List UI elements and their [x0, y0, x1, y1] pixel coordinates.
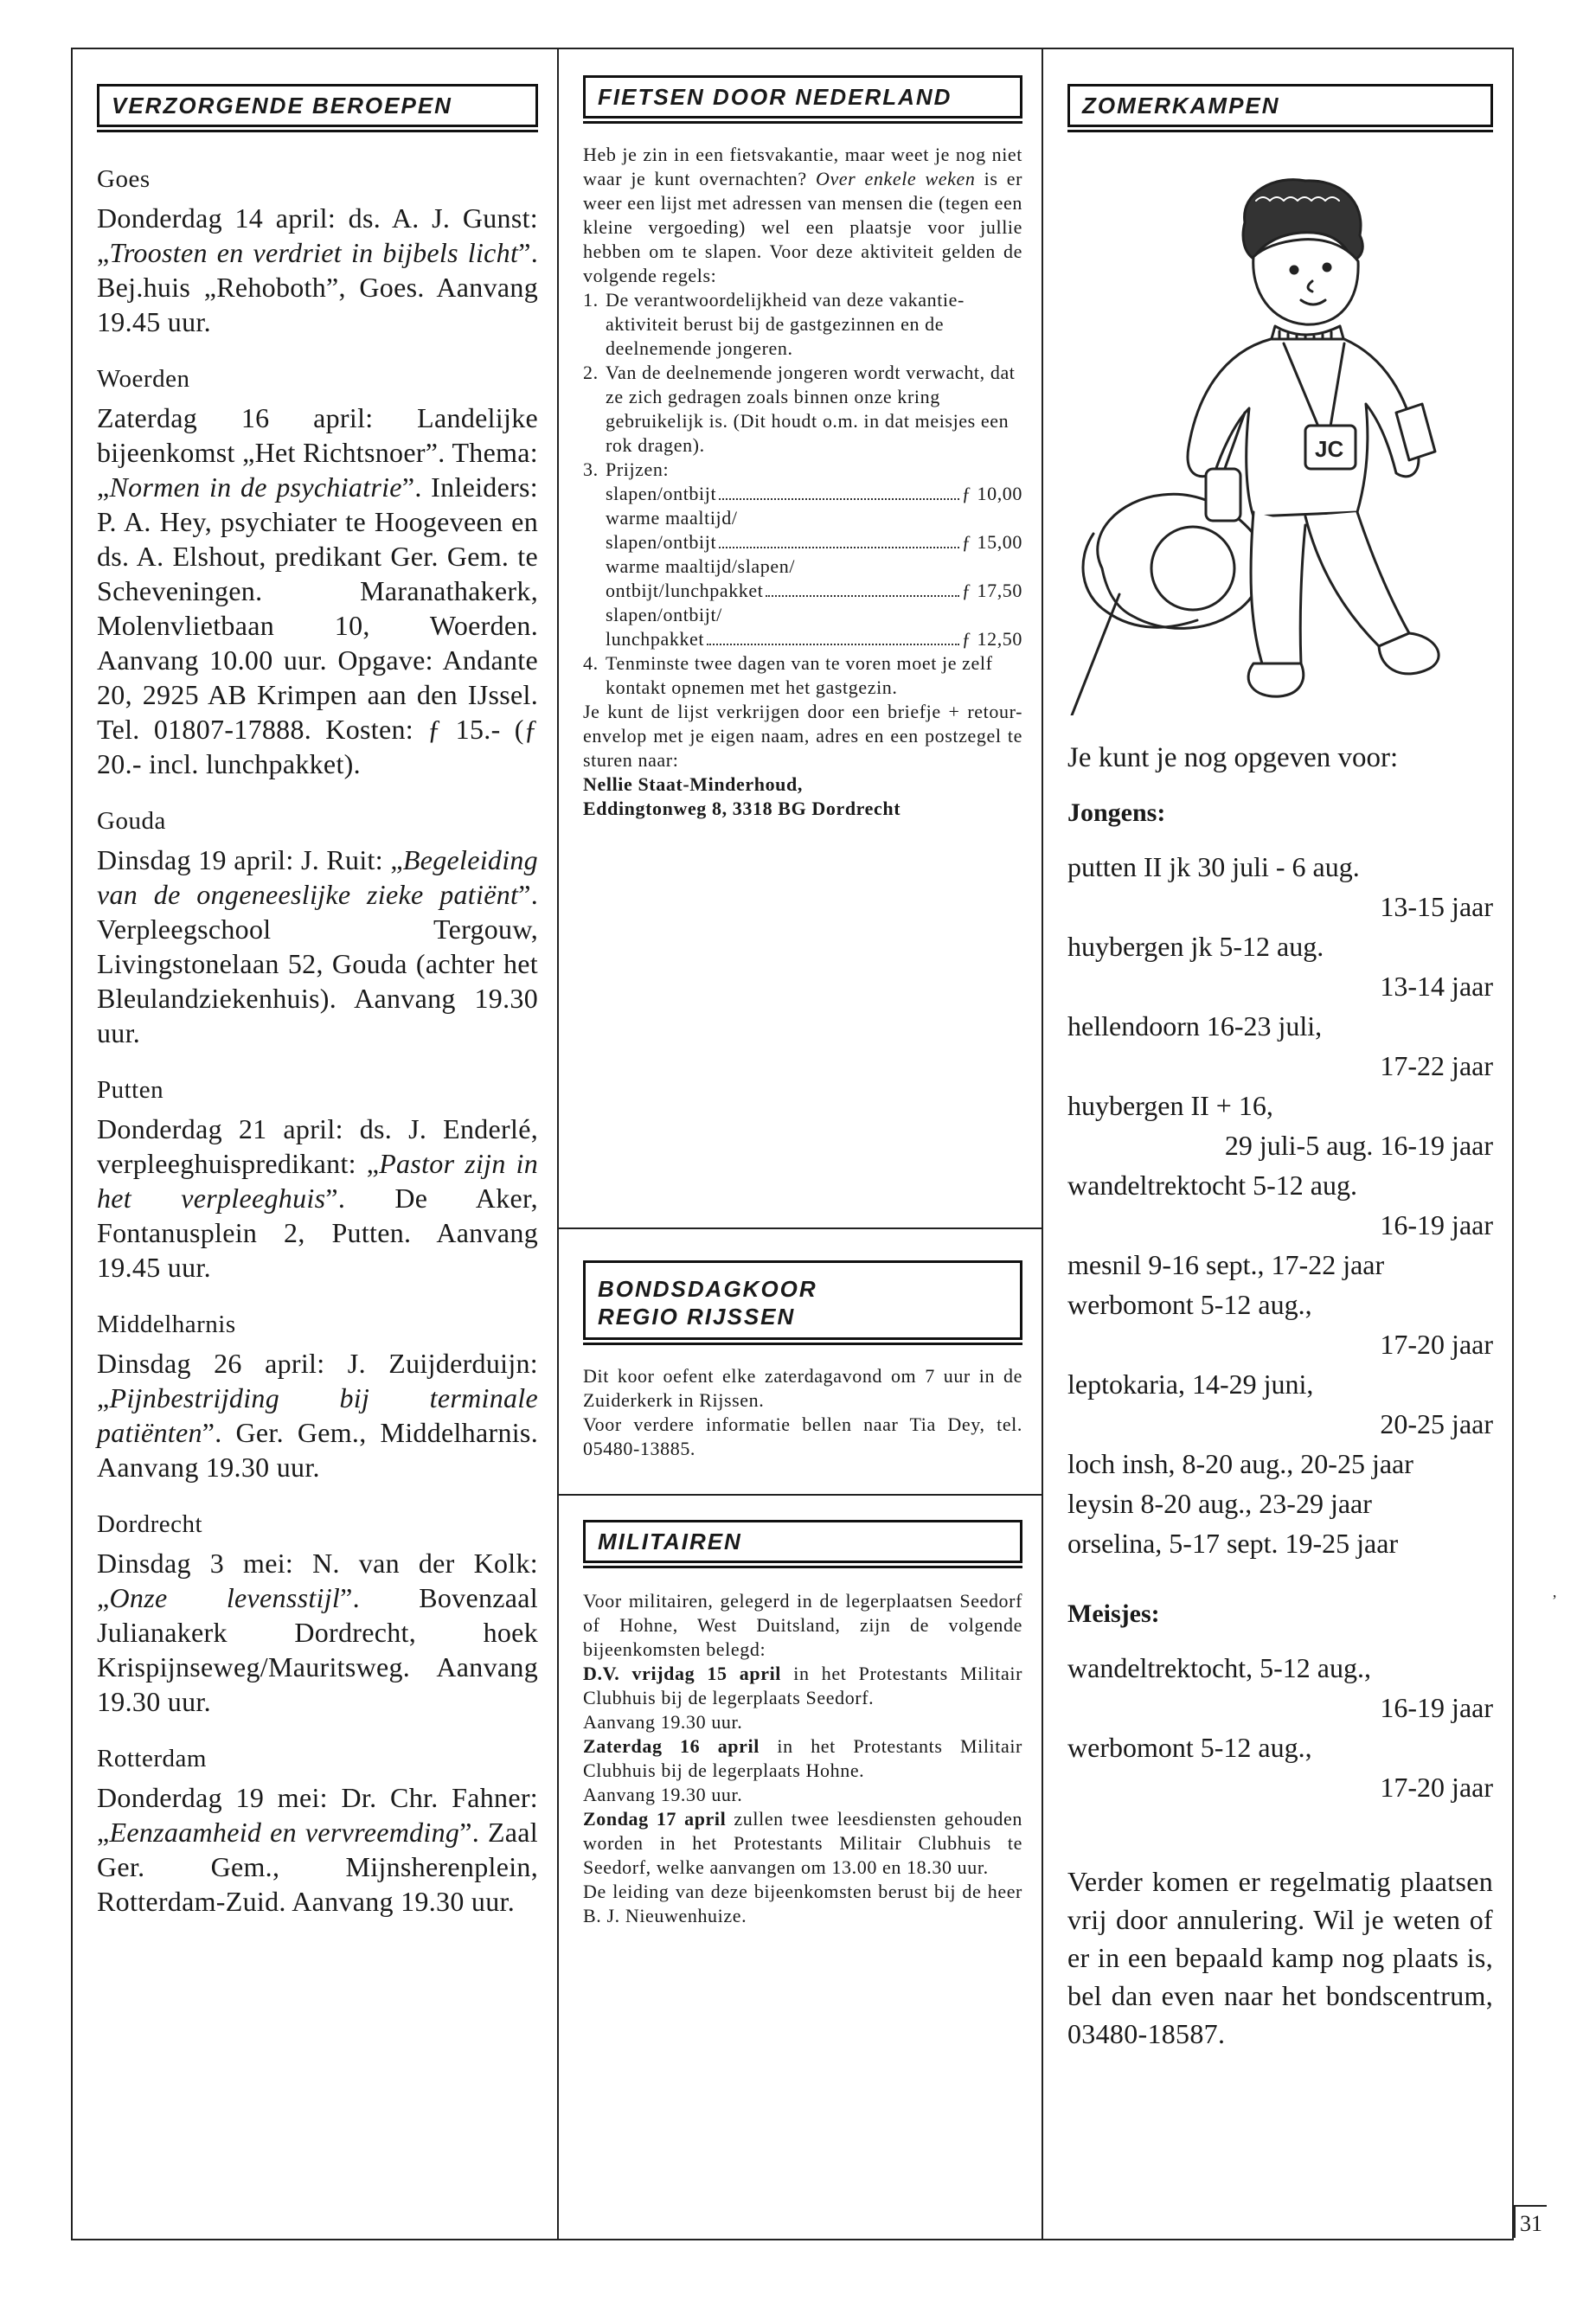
price-label: warme maaltijd/ — [606, 507, 738, 529]
girls-label: Meisjes: — [1067, 1599, 1160, 1628]
section-divider — [559, 1494, 1042, 1496]
event-title: Pastor zijn in het verpleeghuis — [97, 1148, 538, 1214]
event-description: Dinsdag 3 mei: N. van der Kolk: „Onze levensstijl”. Bovenzaal Julianakerk Dordrecht, hoek Krispijnseweg/Mauritsweg. Aanvang 19.30 uur. — [97, 1548, 538, 1717]
choir-section — [583, 1260, 1022, 1461]
event-item — [97, 1510, 538, 1719]
event-list — [97, 165, 538, 1919]
camp-item: huybergen jk 5-12 aug. 13-14 jaar — [1067, 931, 1493, 1002]
military-leader: De leiding van deze bijeenkomsten berust bij de heer B. J. Nieuwenhuize. — [583, 1881, 1022, 1926]
event-description: Donderdag 14 april: ds. A. J. Gunst: „Troosten en verdriet in bijbels licht”. Bej.huis „Rehoboth”, Goes. Aanvang 19.45 uur. — [97, 202, 538, 337]
column-verzorgende-beroepen — [73, 49, 557, 1919]
bike-intro: Heb je zin in een fietsvakantie, maar weet je nog niet waar je kunt overnachten? Over enkele weken is er weer een lijst met adressen van mensen die (tegen een kleine vergoeding) wel een plaatsje voor jullie hebben om te slapen. Voor deze aktiviteit gelden de volgende regels: — [583, 144, 1022, 286]
camp-item: hellendoorn 16-23 juli, 17-22 jaar — [1067, 1010, 1493, 1081]
event-item — [97, 807, 538, 1050]
girls-camp-list — [1067, 1648, 1493, 1807]
price-row: slapen/ontbijt ƒ 15,00 — [606, 531, 1022, 553]
event-city: Rotterdam — [97, 1745, 207, 1772]
page-frame — [71, 48, 1514, 2240]
event-item — [97, 1745, 538, 1919]
camp-item: leptokaria, 14-29 juni, 20-25 jaar — [1067, 1368, 1493, 1439]
camp-item: putten II jk 30 juli - 6 aug. 13-15 jaar — [1067, 851, 1493, 922]
camp-item: loch insh, 8-20 aug., 20-25 jaar — [1067, 1448, 1413, 1479]
military-time: Aanvang 19.30 uur. — [583, 1784, 743, 1805]
address-name: Nellie Staat-Minderhoud, — [583, 773, 803, 795]
event-title: Begeleiding van de ongeneeslijke zieke patiënt — [97, 844, 538, 910]
bike-outro: Je kunt de lijst verkrijgen door een briefje + retour-envelop met je eigen naam, adres en een postzegel te sturen naar: — [583, 701, 1022, 771]
camp-item: wandeltrektocht, 5-12 aug., 16-19 jaar — [1067, 1652, 1493, 1723]
event-city: Middelharnis — [97, 1311, 236, 1338]
section-header: MILITAIREN — [583, 1520, 1022, 1563]
rule-item: 2. Van de deelnemende jongeren wordt verwacht, dat ze zich gedragen zoals binnen onze kring gebruikelijk is. (Dit houdt o.m. in dat meisjes een rok dragen). — [583, 362, 1016, 456]
rules-list — [583, 651, 1022, 700]
event-description: Donderdag 21 april: ds. J. Enderlé, verpleeghuispredikant: „Pastor zijn in het verpleeghuis”. De Aker, Fontanusplein 2, Putten. Aanvang 19.45 uur. — [97, 1113, 538, 1283]
event-city: Gouda — [97, 807, 166, 835]
camp-item: werbomont 5-12 aug., 17-20 jaar — [1067, 1289, 1493, 1360]
rule-item: 1. De verantwoordelijkheid van deze vakantie-aktiviteit berust bij de gastgezinnen en de deelnemende jongeren. — [583, 289, 965, 359]
page-number: 31 — [1514, 2205, 1547, 2238]
rule-item: 4. Tenminste twee dagen van te voren moet je zelf kontakt opnemen met het gastgezin. — [583, 652, 993, 698]
event-item — [97, 1076, 538, 1285]
camp-item: leysin 8-20 aug., 23-29 jaar — [1067, 1488, 1372, 1519]
military-meeting: Zaterdag 16 april in het Protestants Militair Clubhuis bij de legerplaats Hohne. — [583, 1735, 1022, 1781]
price-row: slapen/ontbijt ƒ 10,00 — [606, 483, 1022, 504]
camp-item: huybergen II + 16, 29 juli-5 aug. 16-19 jaar — [1067, 1090, 1493, 1161]
event-item — [97, 165, 538, 339]
event-title: Troosten en verdriet in bijbels licht — [109, 237, 519, 268]
rule-item: 3. Prijzen: — [583, 458, 670, 480]
event-description: Donderdag 19 mei: Dr. Chr. Fahner: „Eenzaamheid en vervreemding”. Zaal Ger. Gem., Mijnsherenplein, Rotterdam-Zuid. Aanvang 19.30 uur. — [97, 1782, 538, 1917]
boys-label: Jongens: — [1067, 798, 1166, 827]
hiker-illustration — [1067, 162, 1493, 715]
column-zomerkampen — [1043, 49, 1514, 2053]
section-header: FIETSEN DOOR NEDERLAND — [583, 75, 1022, 119]
event-city: Dordrecht — [97, 1510, 203, 1538]
margin-mark: ’ — [1552, 1592, 1557, 1609]
price-row: ontbijt/lunchpakket ƒ 17,50 — [606, 580, 1022, 601]
event-title: Eenzaamheid en vervreemding — [109, 1817, 460, 1848]
military-meeting: D.V. vrijdag 15 april in het Protestants Militair Clubhuis bij de legerplaats Seedorf. — [583, 1663, 1023, 1708]
section-header: BONDSDAGKOOR REGIO RIJSSEN — [583, 1260, 1022, 1340]
camp-item: werbomont 5-12 aug., 17-20 jaar — [1067, 1732, 1493, 1803]
choir-info: Voor verdere informatie bellen naar Tia Dey, tel. 05480-13885. — [583, 1413, 1022, 1459]
closing-text: Verder komen er regelmatig plaatsen vrij door annulering. Wil je weten of er in een bepaald kamp nog plaats is, bel dan even naar het bondscentrum, 03480-18587. — [1067, 1866, 1493, 2049]
section-header: VERZORGENDE BEROEPEN — [97, 84, 538, 127]
boys-camp-list — [1067, 847, 1493, 1563]
military-section — [583, 1520, 1022, 1928]
rules-list — [583, 288, 1022, 482]
event-item — [97, 365, 538, 781]
camp-item: wandeltrektocht 5-12 aug. 16-19 jaar — [1067, 1170, 1493, 1240]
address-street: Eddingtonweg 8, 3318 BG Dordrecht — [583, 798, 901, 819]
price-label: slapen/ontbijt/ — [606, 604, 722, 625]
event-title: Pijnbestrijding bij terminale patiënten — [97, 1382, 538, 1448]
column-middle — [559, 49, 1042, 1926]
event-description: Zaterdag 16 april: Landelijke bijeenkomst „Het Richtsnoer”. Thema: „Normen in de psychiatrie”. Inleiders: P. A. Hey, psychiater te Hoogeveen en ds. A. Elshout, predikant Ger. Gem. te Scheveningen. Maranathakerk, Molenvlietbaan 10, Woerden. Aanvang 10.00 uur. Opgave: Andante 20, 2925 AB Krimpen aan den IJssel. Tel. 01807-17888. Kosten: ƒ 15.- (ƒ 20.- incl. lunchpakket). — [97, 402, 538, 779]
event-title: Normen in de psychiatrie — [109, 471, 402, 503]
event-city: Goes — [97, 165, 151, 193]
section-header: ZOMERKAMPEN — [1067, 84, 1493, 127]
military-meeting: Zondag 17 april zullen twee leesdiensten gehouden worden in het Protestants Militair Clubhuis te Seedorf, welke aanvangen om 13.00 en 18.30 uur. — [583, 1808, 1023, 1878]
camp-item: orselina, 5-17 sept. 19-25 jaar — [1067, 1528, 1399, 1559]
camp-item: mesnil 9-16 sept., 17-22 jaar — [1067, 1249, 1385, 1280]
price-label: warme maaltijd/slapen/ — [606, 555, 796, 577]
military-intro: Voor militairen, gelegerd in de legerplaatsen Seedorf of Hohne, West Duitsland, zijn de volgende bijeenkomsten belegd: — [583, 1590, 1022, 1660]
event-city: Woerden — [97, 365, 190, 393]
section-divider — [559, 1227, 1042, 1229]
choir-text: Dit koor oefent elke zaterdagavond om 7 uur in de Zuiderkerk in Rijssen. — [583, 1365, 1022, 1411]
event-title: Onze levensstijl — [109, 1582, 341, 1613]
event-description: Dinsdag 26 april: J. Zuijderduijn: „Pijnbestrijding bij terminale patiënten”. Ger. Gem., Middelharnis. Aanvang 19.30 uur. — [97, 1348, 538, 1483]
military-time: Aanvang 19.30 uur. — [583, 1711, 743, 1733]
event-city: Putten — [97, 1076, 164, 1104]
camp-intro: Je kunt je nog opgeven voor: — [1067, 742, 1399, 773]
price-row: lunchpakket ƒ 12,50 — [606, 628, 1022, 650]
event-item — [97, 1311, 538, 1484]
camera-logo: JC — [1315, 436, 1344, 462]
price-list — [606, 482, 1022, 651]
event-description: Dinsdag 19 april: J. Ruit: „Begeleiding van de ongeneeslijke zieke patiënt”. Verpleegschool Tergouw, Livingstonelaan 52, Gouda (achter het Bleulandziekenhuis). Aanvang 19.30 uur. — [97, 844, 538, 1048]
